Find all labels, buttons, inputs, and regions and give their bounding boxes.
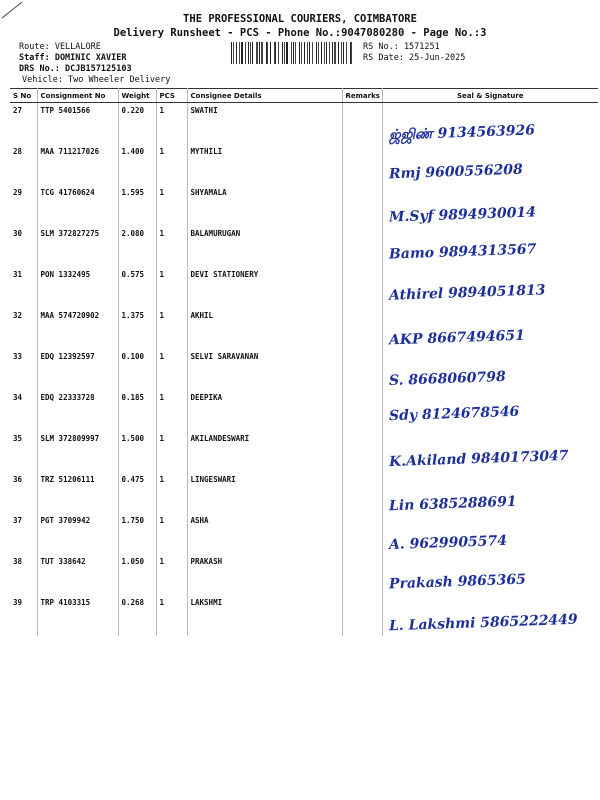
- cell-seal-signature: [382, 103, 598, 145]
- handwritten-signature: Athirel 9894051813: [388, 282, 546, 304]
- table-row: [10, 472, 598, 513]
- cell-pcs: 1: [156, 513, 187, 554]
- cell-seal-signature: [382, 595, 598, 636]
- handwritten-signature: L. Lakshmi 5865222449: [388, 611, 578, 635]
- cell-consignment-no: EDQ 12392597: [37, 349, 118, 390]
- cell-seal-signature: [382, 226, 598, 267]
- cell-consignee: SWATHI: [187, 103, 342, 145]
- cell-consignee: MYTHILI: [187, 144, 342, 185]
- barcode: [231, 42, 354, 64]
- barcode-bar: [270, 42, 271, 64]
- barcode-bar: [299, 42, 300, 64]
- barcode-bar: [307, 42, 308, 64]
- cell-seal-signature: [382, 513, 598, 554]
- cell-sno: 38: [10, 554, 37, 595]
- runsheet-table: [10, 88, 598, 636]
- cell-consignee: LAKSHMI: [187, 595, 342, 636]
- cell-consignee: SHYAMALA: [187, 185, 342, 226]
- barcode-bar: [318, 42, 319, 64]
- cell-seal-signature: [382, 554, 598, 595]
- table-body: [10, 103, 598, 637]
- barcode-bar: [266, 42, 267, 64]
- cell-weight: 0.100: [118, 349, 156, 390]
- barcode-bar: [231, 42, 232, 64]
- barcode-bar: [267, 42, 268, 64]
- barcode-bar: [341, 42, 342, 64]
- col-header-consignment: Consignment No: [37, 89, 118, 103]
- col-header-weight: Weight: [118, 89, 156, 103]
- cell-sno: 34: [10, 390, 37, 431]
- cell-consignee: AKHIL: [187, 308, 342, 349]
- barcode-bar: [233, 42, 234, 64]
- cell-remarks: [342, 390, 382, 431]
- barcode-bar: [248, 42, 249, 64]
- col-header-signature: Seal & Signature: [382, 89, 598, 103]
- col-header-consignee: Consignee Details: [187, 89, 342, 103]
- cell-remarks: [342, 226, 382, 267]
- cell-remarks: [342, 349, 382, 390]
- cell-weight: 0.268: [118, 595, 156, 636]
- table-row: [10, 103, 598, 145]
- cell-sno: 33: [10, 349, 37, 390]
- cell-consignee: ASHA: [187, 513, 342, 554]
- table-row: [10, 595, 598, 636]
- cell-seal-signature: [382, 349, 598, 390]
- cell-sno: 27: [10, 103, 37, 145]
- table-row: [10, 513, 598, 554]
- barcode-bar: [329, 42, 330, 64]
- barcode-bar: [350, 42, 351, 64]
- cell-sno: 29: [10, 185, 37, 226]
- barcode-bar: [256, 42, 257, 64]
- cell-seal-signature: [382, 431, 598, 472]
- cell-weight: 2.080: [118, 226, 156, 267]
- cell-weight: 0.185: [118, 390, 156, 431]
- cell-weight: 1.050: [118, 554, 156, 595]
- staff-label: Staff: DOMINIC XAVIER: [19, 53, 127, 63]
- cell-weight: 1.500: [118, 431, 156, 472]
- cell-remarks: [342, 554, 382, 595]
- barcode-bar: [332, 42, 333, 64]
- rs-no-label: RS No.: 1571251: [363, 42, 440, 52]
- barcode-bar: [316, 42, 317, 64]
- barcode-bar: [252, 42, 253, 64]
- barcode-bar: [293, 42, 294, 64]
- cell-consignee: BALAMURUGAN: [187, 226, 342, 267]
- barcode-bar: [284, 42, 285, 64]
- cell-sno: 37: [10, 513, 37, 554]
- drs-label: DRS No.: DCJB157125103: [19, 64, 132, 74]
- barcode-bar: [295, 42, 296, 64]
- cell-sno: 35: [10, 431, 37, 472]
- cell-sno: 31: [10, 267, 37, 308]
- barcode-bar: [326, 42, 327, 64]
- cell-weight: 1.400: [118, 144, 156, 185]
- handwritten-signature: Bamo 9894313567: [388, 241, 537, 263]
- cell-remarks: [342, 144, 382, 185]
- cell-pcs: 1: [156, 349, 187, 390]
- cell-pcs: 1: [156, 226, 187, 267]
- cell-consignment-no: TUT 338642: [37, 554, 118, 595]
- cell-pcs: 1: [156, 595, 187, 636]
- cell-pcs: 1: [156, 185, 187, 226]
- cell-seal-signature: [382, 185, 598, 226]
- cell-consignee: AKILANDESWARI: [187, 431, 342, 472]
- barcode-bar: [301, 42, 302, 64]
- barcode-bar: [343, 42, 344, 64]
- barcode-bar: [334, 42, 336, 64]
- cell-pcs: 1: [156, 472, 187, 513]
- barcode-bar: [312, 42, 313, 64]
- cell-consignment-no: TTP 5401566: [37, 103, 118, 145]
- col-header-sno: S No: [10, 89, 37, 103]
- handwritten-signature: Rmj 9600556208: [388, 161, 523, 183]
- cell-consignment-no: PON 1332495: [37, 267, 118, 308]
- barcode-bar: [241, 42, 243, 64]
- col-header-pcs: PCS: [156, 89, 187, 103]
- cell-consignee: SELVI SARAVANAN: [187, 349, 342, 390]
- cell-seal-signature: [382, 144, 598, 185]
- handwritten-signature: Lin 6385288691: [388, 493, 517, 515]
- cell-weight: 0.575: [118, 267, 156, 308]
- handwritten-signature: A. 9629905574: [388, 532, 507, 554]
- vehicle-label: Vehicle: Two Wheeler Delivery: [22, 75, 171, 85]
- cell-sno: 32: [10, 308, 37, 349]
- table-row: [10, 185, 598, 226]
- cell-consignment-no: EDQ 22333728: [37, 390, 118, 431]
- barcode-bar: [309, 42, 311, 64]
- cell-consignment-no: TRZ 51206111: [37, 472, 118, 513]
- cell-seal-signature: [382, 472, 598, 513]
- cell-seal-signature: [382, 308, 598, 349]
- cell-pcs: 1: [156, 144, 187, 185]
- table-row: [10, 308, 598, 349]
- cell-consignee: DEEPIKA: [187, 390, 342, 431]
- cell-seal-signature: [382, 267, 598, 308]
- table-row: [10, 144, 598, 185]
- cell-seal-signature: [382, 390, 598, 431]
- cell-pcs: 1: [156, 308, 187, 349]
- barcode-bar: [236, 42, 237, 64]
- cell-remarks: [342, 103, 382, 145]
- barcode-bar: [286, 42, 288, 64]
- table-row: [10, 554, 598, 595]
- barcode-bar: [275, 42, 276, 64]
- barcode-bar: [346, 42, 347, 64]
- barcode-bar: [321, 42, 322, 64]
- barcode-bar: [250, 42, 251, 64]
- cell-sno: 30: [10, 226, 37, 267]
- handwritten-signature: K.Akiland 9840173047: [388, 447, 569, 471]
- handwritten-signature: Sdy 8124678546: [388, 403, 520, 425]
- handwritten-signature: AKP 8667494651: [388, 327, 525, 349]
- cell-sno: 36: [10, 472, 37, 513]
- cell-weight: 1.375: [118, 308, 156, 349]
- cell-remarks: [342, 513, 382, 554]
- cell-weight: 1.750: [118, 513, 156, 554]
- cell-pcs: 1: [156, 431, 187, 472]
- cell-remarks: [342, 595, 382, 636]
- barcode-bar: [351, 42, 352, 64]
- cell-pcs: 1: [156, 390, 187, 431]
- barcode-bar: [324, 42, 325, 64]
- handwritten-signature: Prakash 9865365: [388, 571, 526, 593]
- cell-sno: 39: [10, 595, 37, 636]
- cell-remarks: [342, 431, 382, 472]
- cell-consignee: LINGESWARI: [187, 472, 342, 513]
- table-row: [10, 349, 598, 390]
- barcode-bar: [278, 42, 279, 64]
- cell-consignment-no: MAA 711217026: [37, 144, 118, 185]
- cell-sno: 28: [10, 144, 37, 185]
- handwritten-signature: ஜ்ஜிண் 9134563926: [388, 122, 535, 144]
- rs-date-label: RS Date: 25-Jun-2025: [363, 53, 466, 63]
- cell-weight: 0.220: [118, 103, 156, 145]
- barcode-bar: [261, 42, 263, 64]
- table-row: [10, 267, 598, 308]
- barcode-bar: [274, 42, 275, 64]
- table-row: [10, 226, 598, 267]
- barcode-bar: [291, 42, 292, 64]
- cell-weight: 0.475: [118, 472, 156, 513]
- route-label: Route: VELLALORE: [19, 42, 101, 52]
- barcode-bar: [259, 42, 260, 64]
- col-header-remarks: Remarks: [342, 89, 382, 103]
- cell-consignee: PRAKASH: [187, 554, 342, 595]
- company-title: THE PROFESSIONAL COURIERS, COIMBATORE: [183, 13, 417, 25]
- runsheet-subtitle: Delivery Runsheet - PCS - Phone No.:9047080280 - Page No.:3: [113, 27, 487, 39]
- handwritten-signature: M.Syf 9894930014: [388, 204, 536, 226]
- barcode-bar: [338, 42, 339, 64]
- cell-remarks: [342, 308, 382, 349]
- cell-pcs: 1: [156, 267, 187, 308]
- cell-consignment-no: TRP 4103315: [37, 595, 118, 636]
- cell-consignee: DEVI STATIONERY: [187, 267, 342, 308]
- cell-remarks: [342, 185, 382, 226]
- cell-consignment-no: TCG 41760624: [37, 185, 118, 226]
- cell-consignment-no: MAA 574720902: [37, 308, 118, 349]
- table-row: [10, 431, 598, 472]
- cell-consignment-no: SLM 372809997: [37, 431, 118, 472]
- cell-pcs: 1: [156, 554, 187, 595]
- cell-remarks: [342, 472, 382, 513]
- barcode-bar: [304, 42, 305, 64]
- cell-consignment-no: SLM 372827275: [37, 226, 118, 267]
- cell-consignment-no: PGT 3709942: [37, 513, 118, 554]
- cell-remarks: [342, 267, 382, 308]
- cell-weight: 1.595: [118, 185, 156, 226]
- barcode-bar: [282, 42, 283, 64]
- table-row: [10, 390, 598, 431]
- barcode-bar: [245, 42, 246, 64]
- barcode-bar: [239, 42, 240, 64]
- handwritten-signature: S. 8668060798: [388, 368, 506, 390]
- cell-pcs: 1: [156, 103, 187, 145]
- table-header-row: [10, 89, 598, 103]
